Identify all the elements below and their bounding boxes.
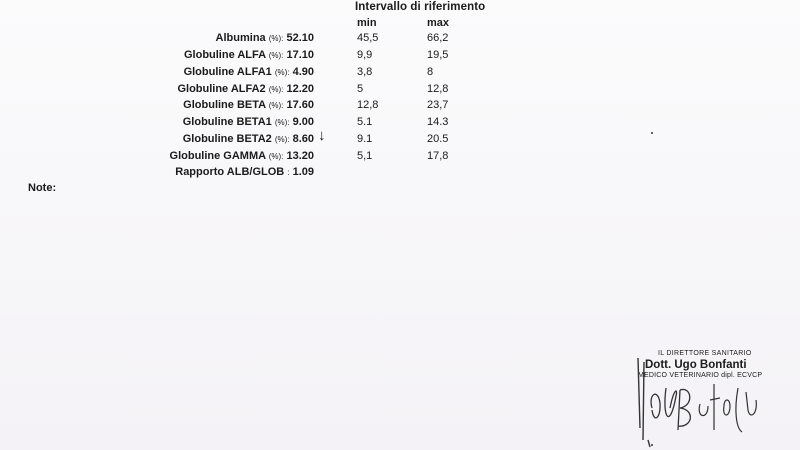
result-row: [0, 83, 314, 99]
result-value: 4.90: [292, 66, 314, 78]
unit-label: (%):: [268, 152, 284, 161]
reference-min: 9.1: [357, 133, 373, 145]
unit-label: (%):: [268, 85, 284, 94]
reference-max: 23,7: [427, 99, 449, 111]
unit-label: (%):: [274, 118, 290, 127]
result-value: 52.10: [286, 32, 314, 44]
result-row: [0, 150, 314, 166]
result-row: [0, 166, 314, 182]
result-row: [0, 32, 314, 48]
analyte-name: Globuline BETA: [183, 99, 266, 111]
analyte-name: Globuline BETA2: [182, 133, 272, 145]
result-label: [183, 99, 314, 111]
result-label: [183, 133, 314, 145]
unit-label: (%):: [274, 135, 290, 144]
reference-min: 12,8: [357, 99, 379, 111]
max-column-header: max: [427, 17, 450, 29]
signature-block: [630, 348, 780, 448]
result-label: [175, 166, 314, 178]
result-label: [184, 66, 314, 78]
result-value: 1.09: [292, 166, 314, 178]
reference-min: 5,1: [357, 150, 373, 162]
result-row: [0, 66, 314, 82]
result-label: [216, 32, 314, 44]
scan-speck: [651, 444, 653, 446]
signature-subtitle: MEDICO VETERINARIO dipl. ECVCP: [638, 372, 763, 379]
reference-max: 66,2: [427, 32, 449, 44]
result-value: 9.00: [292, 116, 314, 128]
result-value: 8.60: [292, 133, 314, 145]
signature-title: IL DIRETTORE SANITARIO: [658, 350, 752, 357]
reference-min: 3,8: [357, 66, 373, 78]
result-row: [0, 99, 314, 115]
analyte-name: Globuline ALFA1: [183, 66, 272, 78]
unit-label: (%):: [268, 51, 284, 60]
analyte-name: Globuline ALFA2: [177, 83, 266, 95]
result-label: [183, 116, 314, 128]
result-row: [0, 116, 314, 132]
result-label: [170, 150, 314, 162]
signature-name: Dott. Ugo Bonfanti: [645, 359, 747, 371]
reference-min: 5: [357, 83, 364, 95]
analyte-name: Albumina: [215, 32, 266, 44]
reference-max: 14.3: [427, 116, 449, 128]
result-value: 13.20: [286, 150, 314, 162]
reference-min: 45,5: [357, 32, 379, 44]
reference-max: 19,5: [427, 49, 449, 61]
low-value-arrow-icon: ↓: [318, 127, 326, 144]
result-value: 17.60: [286, 99, 314, 111]
unit-label: (%):: [268, 101, 284, 110]
analyte-name: Rapporto ALB/GLOB: [175, 166, 285, 178]
result-row: [0, 49, 314, 65]
analyte-name: Globuline ALFA: [183, 49, 266, 61]
reference-max: 17,8: [427, 150, 449, 162]
unit-label: :: [287, 168, 290, 177]
analyte-name: Globuline GAMMA: [169, 150, 266, 162]
reference-max: 20.5: [427, 133, 449, 145]
analyte-name: Globuline BETA1: [182, 116, 272, 128]
reference-max: 8: [427, 66, 434, 78]
unit-label: (%):: [268, 34, 284, 43]
reference-min: 9,9: [357, 49, 373, 61]
reference-range-title: Intervallo di riferimento: [355, 1, 486, 13]
reference-max: 12,8: [427, 83, 449, 95]
result-value: 12.20: [286, 83, 314, 95]
note-label: Note:: [28, 182, 57, 194]
result-value: 17.10: [286, 49, 314, 61]
result-label: [184, 49, 314, 61]
reference-min: 5.1: [357, 116, 373, 128]
result-label: [177, 83, 314, 95]
handwritten-signature: [630, 348, 780, 448]
result-row: [0, 133, 314, 149]
min-column-header: min: [357, 17, 377, 29]
scan-speck: [651, 132, 653, 134]
unit-label: (%):: [274, 68, 290, 77]
